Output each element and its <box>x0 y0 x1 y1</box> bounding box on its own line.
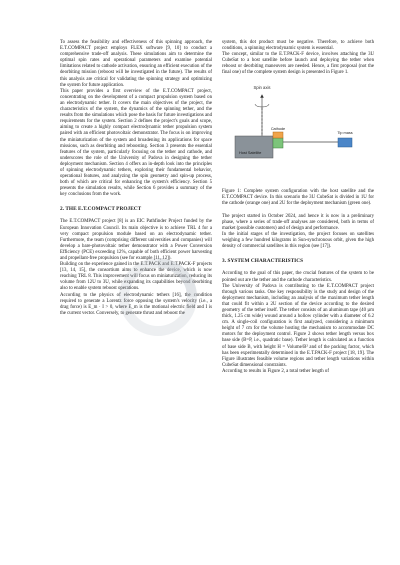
spin-axis-label: Spin axis <box>253 84 271 90</box>
characteristics-intro-paragraph: According to the goal of this paper, the crucial features of the system to be pointed out are the tether and the cathode characteristics. <box>222 271 374 283</box>
tip-mass <box>338 138 352 147</box>
tip-mass-label: Tip mass <box>337 130 353 135</box>
project-paragraph: The E.T.COMPACT project [8] is an EIC Pathfinder Project funded by the European Innovation Council. Its main objective is to achieve TRL 4 for a very compact propulsion module based on an electrodynamic tether. Furthermore, the team (comprising different universities and companies) will develop a bare-photovoltaic tether demonstrator with a Power Conversion Efficiency (PCE) exceeding 12%, capable of both efficient power harvesting and propellant-free propulsion (see for example [11, 12]). <box>60 219 212 261</box>
concept-paragraph: The concept, similar to the E.T.PACK-F device, involves attaching the 3U CubeSat to a host satellite before launch and deploying the tether when reboost or deorbiting maneuvers are needed. Hence, a first proposal (not the final one) of the complete system design is presented in Figure 1. <box>222 52 374 76</box>
project-start-paragraph: The project started in October 2024, and hence it is now in a preliminary phase, where a series of trade-off analyses are considered, both in terms of market (possible customers) and of design and performance. <box>222 213 374 232</box>
building-paragraph: Building on the experience gained in the E.T.PACK and E.T.PACK-F projects [13, 14, 15], the consortium aims to enhance the device, which is now reaching TRL 8. This improvement will focus on miniaturization, reducing its volume from 12U to 3U, while expanding its capabilities beyond deorbiting also to enable system reboost operations. <box>60 262 212 292</box>
cathode-module <box>273 132 283 138</box>
padova-paragraph: The University of Padova is contributing to the E.T.COMPACT project through various tasks. One key responsibility is the study and design of the deployment mechanism, including an analysis of the maximum tether length that could fit within a 2U section of the device according to the desired geometry of the tether itself. The tether consists of an aluminum tape (40 µm thick, 1.25 cm wide) wound around a hollow cylinder with a diameter of 6.2 cm. A single-coil configuration is first analyzed, considering a minimum height of 7 cm for the volume hosting the mechanism to accommodate DC motors for the deployment control. Figure 2 shows tether length versus box base side (B=P, i.e., quadratic base). Tether length is calculated as a function of base side B, with height H = Volume/B² and of the packing factor, which has been experimentally determined in the E.T.PACK-F project [18, 19]. The Figure illustrates feasible volume regions and tether length variations within CubeSat dimensional constraints. <box>222 283 374 368</box>
figure-1 <box>222 78 374 184</box>
host-satellite-label: Host Satellite <box>239 150 262 155</box>
overview-paragraph: This paper provides a first overview of the E.T.COMPACT project, concentrating on the development of a compact propulsion system based on an electrodynamic tether. It covers the main objectives of the project, the characteristics of the system, the dynamics of the spinning tether, and the results from the simulations which pose the basis for future investigations and requirements for the system. Section 2 defines the project's goals and scope, aiming to create a highly compact electrodynamic tether propulsion system paired with an efficient photovoltaic demonstrator. The focus is on improving the miniaturization of the system and broadening its applications for space missions, such as deorbiting and reboosting. Section 3 presents the essential features of the system, particularly focusing on the tether and cathode, and underscores the role of the University of Padova in designing the tether deployment mechanism. Section 4 offers an in-depth look into the principles of spinning electrodynamic tethers, exploring their fundamental behavior, operational features, and analyzing the spin geometry and spin-up process, both of which are critical for enhancing the system's efficiency. Section 5 presents the simulation results, while Section 6 provides a summary of the key conclusions from the work. <box>60 88 212 198</box>
according-paragraph: According to results in Figure 2, a total tether length of <box>222 368 329 374</box>
cathode-label: Cathode <box>270 126 286 131</box>
physics-paragraph: According to the physics of electrodynamic tethers [16], the condition required to generate a Lorentz force opposing the system's velocity (i.e., a drag force) is E_m · I > 0, where E_m is the motional electric field and I is the current vector. Conversely, to generate thrust and reboost the <box>60 292 212 316</box>
figure-1-caption: Figure 1: Complete system configuration with the host satellite and the E.T.COMPACT device. In this scenario the 3U CubeSat is divided in 1U for the cathode (orange one) and 2U for the deployment mechanism (green one). <box>222 188 374 206</box>
left-column <box>60 40 212 317</box>
deployment-mechanism <box>273 138 283 148</box>
section-3-title: 3. SYSTEM CHARACTERISTICS <box>222 258 304 265</box>
intro-paragraph: To assess the feasibility and effectiveness of this spinning approach, the E.T.COMPACT project employs FLEX software [9, 10] to conduct a comprehensive trade-off analysis. These simulations aim to determine the optimal spin rates and operational parameters and examine potential limitations related to cathode activation, ensuring an efficient execution of the deorbiting mission (reboost will be investigated in the future). The results of this analysis are critical for validating the spinning strategy and optimizing the system for future application. <box>60 40 212 88</box>
initial-stages-paragraph: In the initial stages of the investigation, the project focuses on satellites weighing a few hundred kilograms in Sun-synchronous orbit, given the high density of commercial satellites in this region (see [17]). <box>222 232 374 250</box>
right-column <box>222 40 374 375</box>
continuation-paragraph: system, this dot product must be negative. Therefore, to achieve both conditions, a spinning electrodynamic system is essential. <box>222 40 374 52</box>
system-diagram <box>222 78 374 184</box>
section-2-title: 2. THE E.T.COMPACT PROJECT <box>60 206 142 213</box>
